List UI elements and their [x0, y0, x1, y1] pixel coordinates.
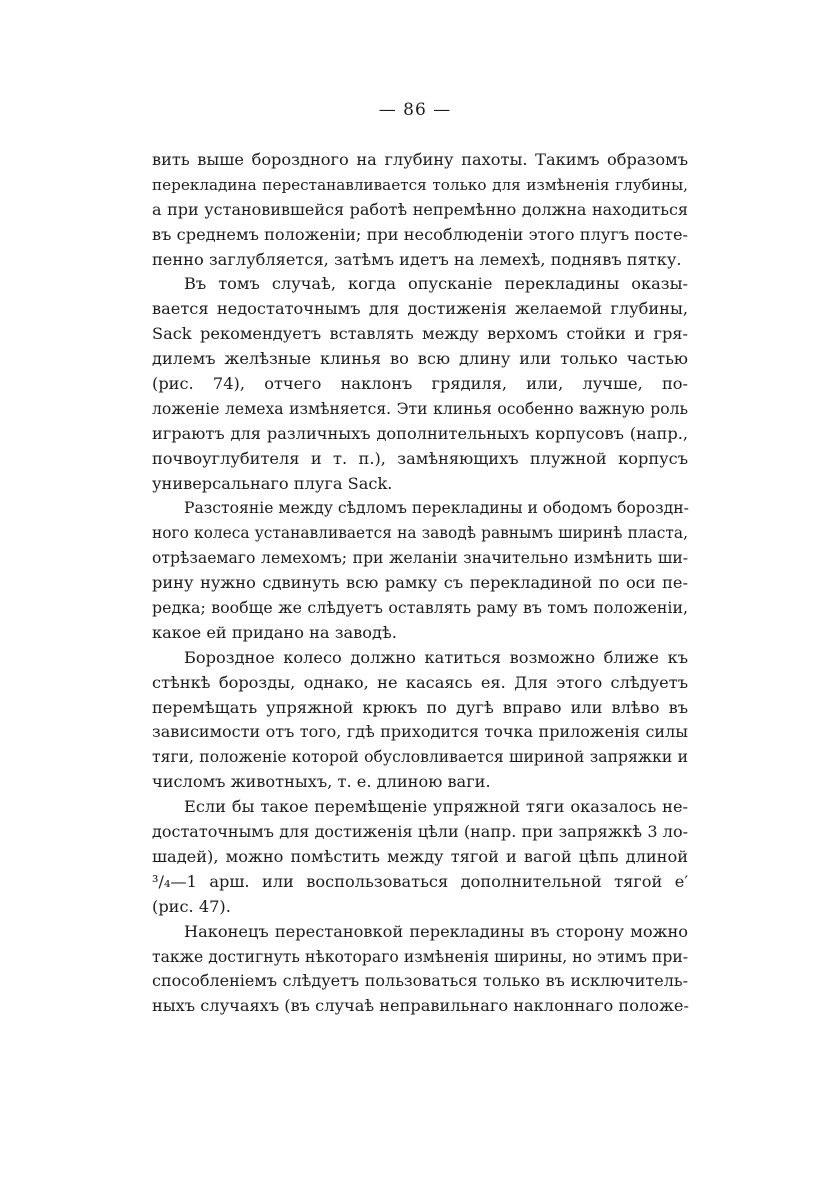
text-line: зависимости отъ того, гдѣ приходится точка приложенія силы: [152, 722, 688, 742]
text-line: вить выше бороздного на глубину пахоты. Такимъ образомъ: [152, 150, 688, 169]
text-line: (рис. 47).: [152, 896, 231, 916]
text-line: вается недостаточнымъ для достиженія желаемой глубины,: [152, 299, 688, 319]
text-line: отрѣзаемаго лемехомъ; при желаніи значительно измѣнить ши-: [152, 549, 688, 568]
text-line: также достигнуть нѣкотораго измѣненія ширины, но этимъ при-: [152, 947, 688, 966]
text-line: редка; вообще же слѣдуетъ оставлять раму въ томъ положеніи,: [152, 598, 688, 618]
text-line: какое ей придано на заводѣ.: [152, 622, 397, 642]
text-line: тяги, положеніе которой обусловливается шириной запряжки и: [152, 748, 688, 767]
text-line: ного колеса устанавливается на заводѣ равнымъ ширинѣ пласта,: [152, 524, 688, 543]
text-line: Разстояніе между сѣдломъ перекладины и ободомъ бороздн-: [184, 499, 689, 518]
text-line: ³/₄—1 арш. или воспользоваться дополнительной тягой e′: [152, 871, 688, 891]
text-line: перекладина перестанавливается только для измѣненія глубины,: [152, 175, 688, 194]
text-line: въ среднемъ положеніи; при несоблюденіи этого плугъ посте-: [152, 224, 688, 244]
text-line: универсальнаго плуга Sack.: [152, 473, 393, 493]
text-line: дилемъ желѣзные клинья во всю длину или только частью: [152, 349, 688, 369]
text-line: а при установившейся работѣ непремѣнно должна находиться: [152, 199, 688, 219]
text-line: способленіемъ слѣдуетъ пользоваться только въ исключитель-: [152, 971, 688, 991]
text-line: Наконецъ перестановкой перекладины въ сторону можно: [184, 921, 688, 941]
page-number: — 86 —: [378, 100, 452, 120]
body-text: [152, 148, 688, 1019]
text-line: ложеніе лемеха измѣняется. Эти клинья особенно важную роль: [152, 399, 688, 418]
text-line: почвоуглубителя и т. п.), замѣняющихъ плужной корпусъ: [152, 448, 688, 468]
text-line: ныхъ случаяхъ (въ случаѣ неправильнаго наклоннаго положе-: [152, 996, 689, 1016]
text-line: Въ томъ случаѣ, когда опусканіе перекладины оказы-: [184, 274, 688, 294]
text-line: числомъ животныхъ, т. е. длиною ваги.: [152, 772, 491, 792]
text-line: перемѣщать упряжной крюкъ по дугѣ вправо или влѣво въ: [152, 697, 688, 717]
text-line: Sack рекомендуетъ вставлять между верхомъ стойки и гря-: [152, 324, 688, 344]
text-line: рину нужно сдвинуть всю рамку съ перекладиной по оси пе-: [152, 573, 688, 593]
text-line: Если бы такое перемѣщеніе упряжной тяги оказалось не-: [184, 797, 688, 817]
text-line: Бороздное колесо должно катиться возможно ближе къ: [184, 647, 688, 667]
text-line: (рис. 74), отчего наклонъ грядиля, или, лучше, по-: [152, 374, 688, 394]
text-line: играютъ для различныхъ дополнительныхъ корпусовъ (напр.,: [152, 423, 688, 443]
text-line: пенно заглубляется, затѣмъ идетъ на лемехѣ, поднявъ пятку.: [152, 249, 682, 269]
text-line: шадей), можно помѣстить между тягой и вагой цѣпь длиной: [152, 846, 688, 866]
text-line: стѣнкѣ борозды, однако, не касаясь ея. Для этого слѣдуетъ: [152, 672, 688, 692]
text-line: достаточнымъ для достиженія цѣли (напр. при запряжкѣ 3 ло-: [152, 822, 688, 842]
